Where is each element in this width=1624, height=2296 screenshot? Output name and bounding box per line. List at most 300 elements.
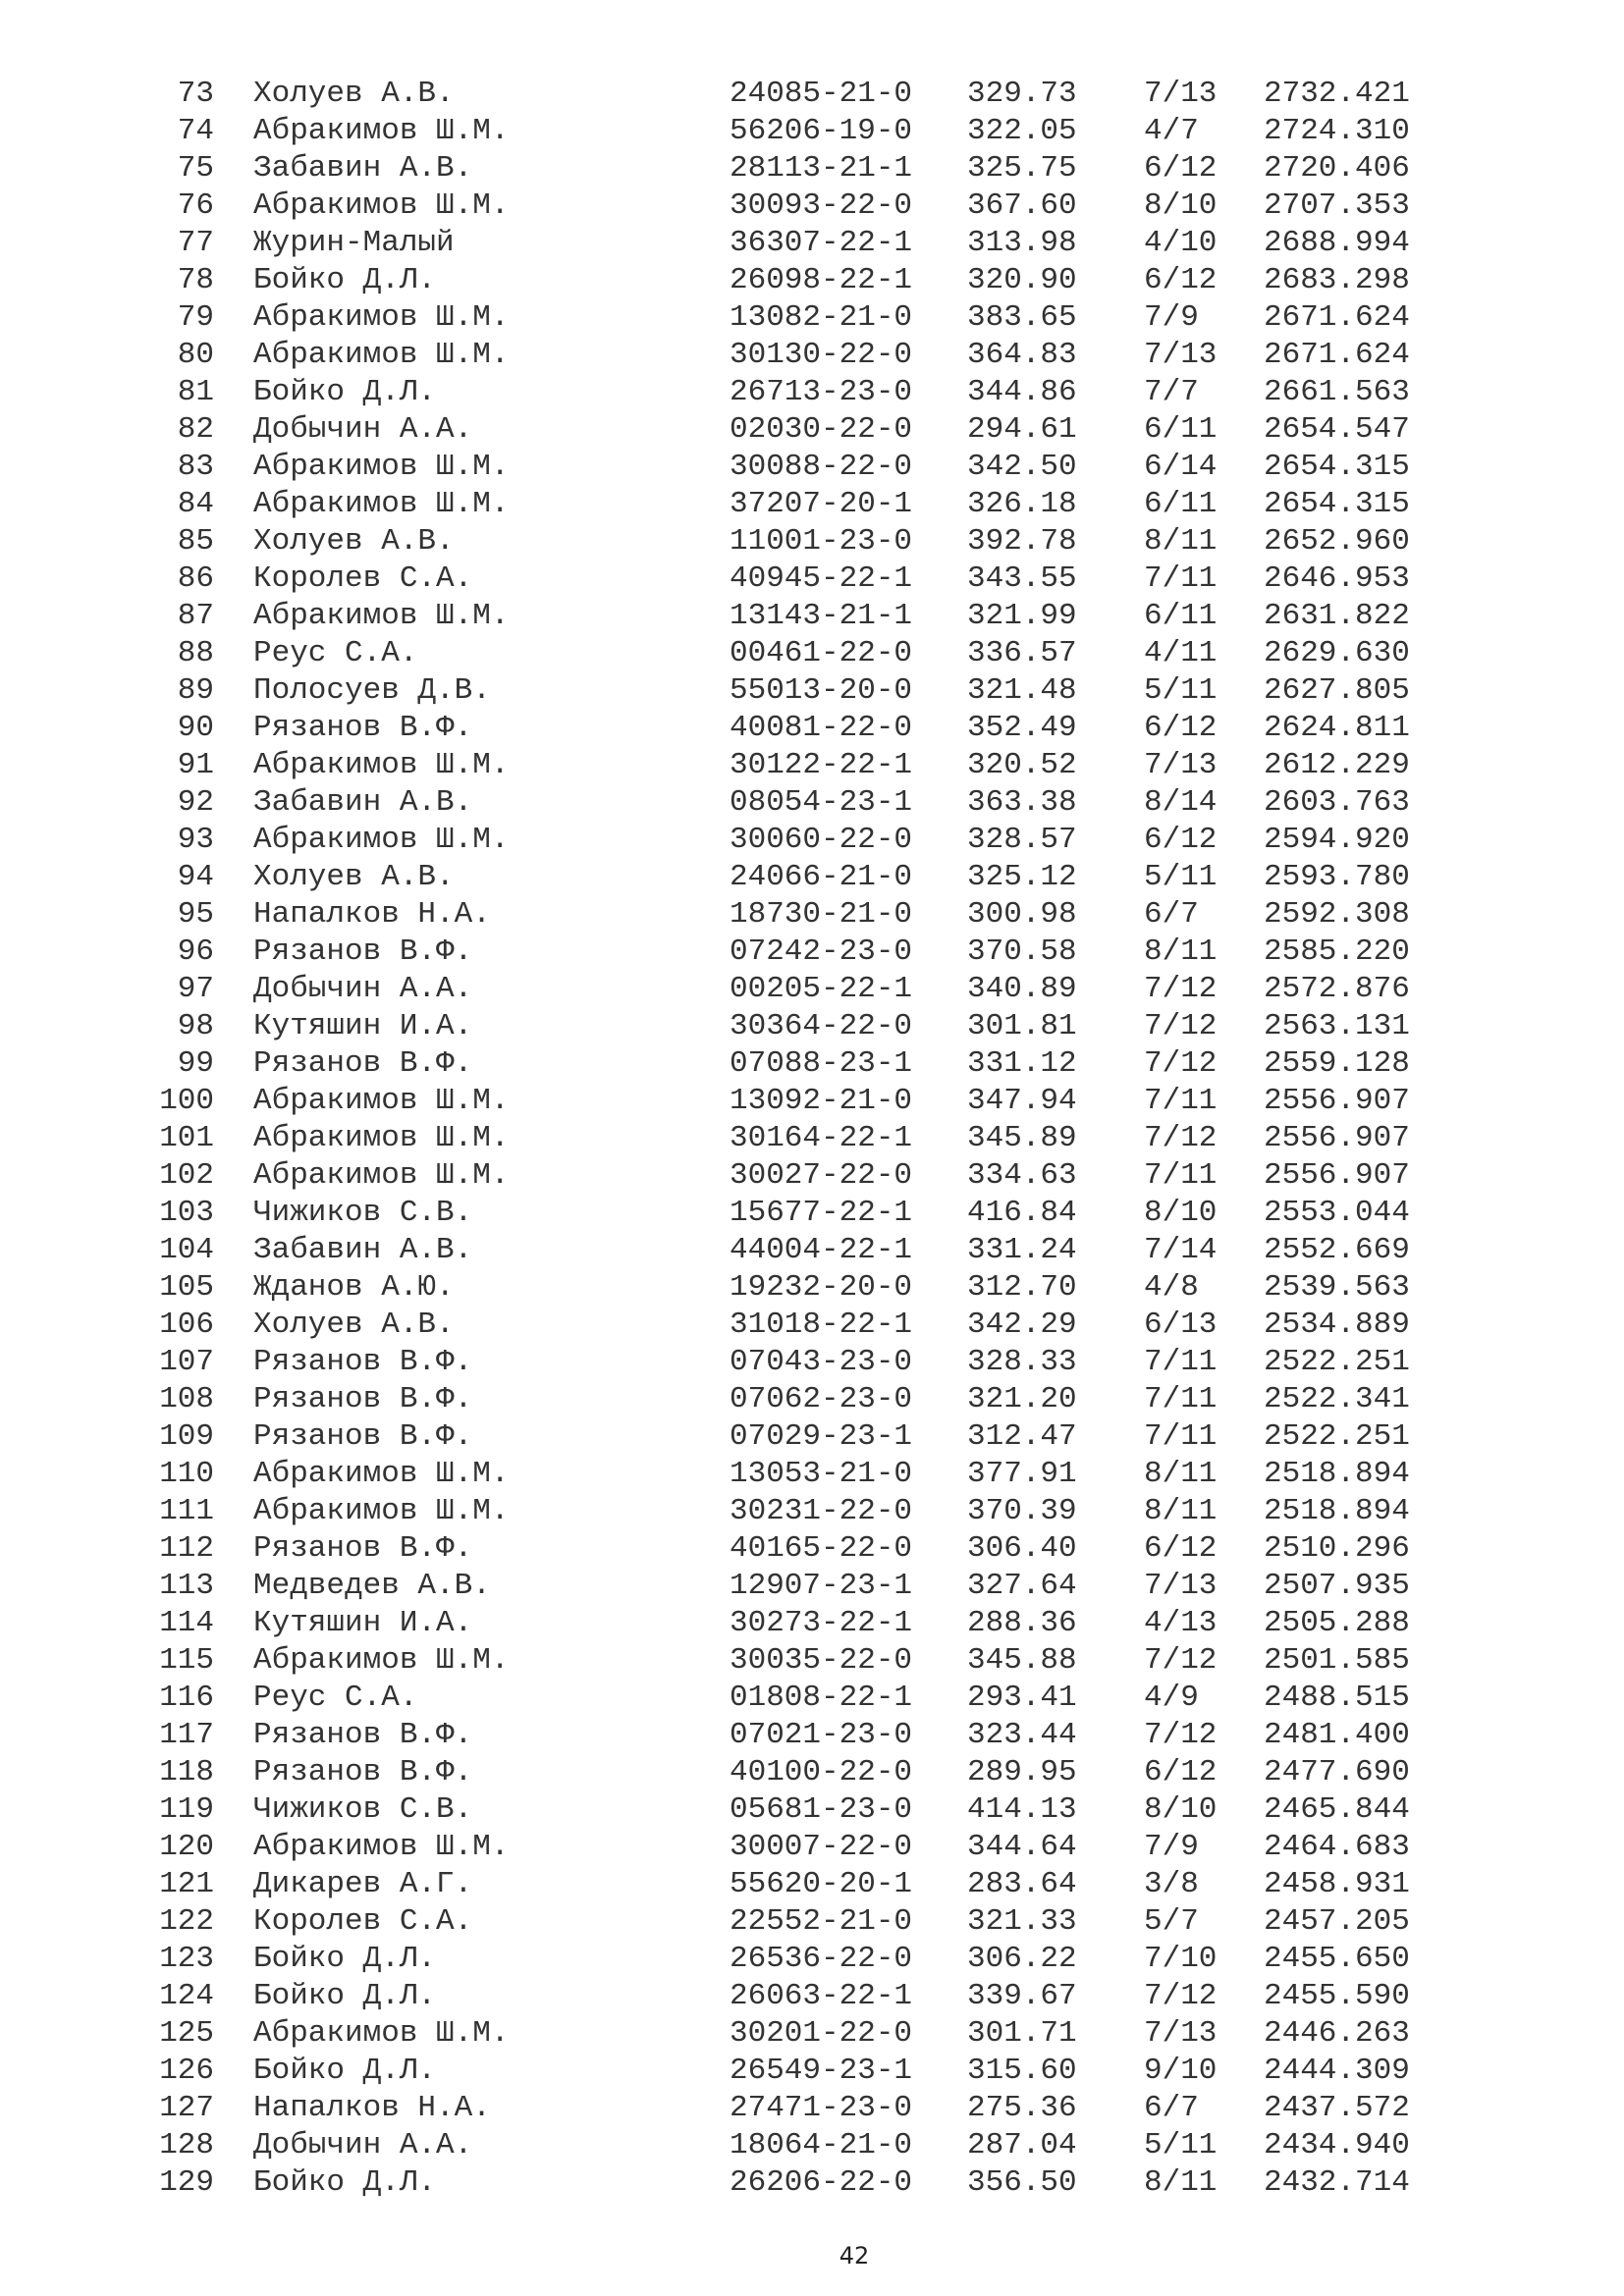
row-value: 306.40 (967, 1531, 1077, 1566)
row-number: 87 (177, 599, 214, 633)
row-fraction: 7/12 (1144, 1979, 1218, 2013)
row-number: 123 (159, 1942, 214, 1976)
table-row (0, 1269, 1624, 1307)
row-code: 27471-23-0 (730, 2091, 913, 2125)
row-score: 2603.763 (1264, 785, 1410, 820)
row-score: 2488.515 (1264, 1681, 1410, 1715)
row-score: 2661.563 (1264, 375, 1410, 409)
row-number: 125 (159, 2016, 214, 2051)
row-name: Добычин А.А. (253, 412, 473, 447)
row-fraction: 4/11 (1144, 636, 1218, 670)
row-fraction: 3/8 (1144, 1867, 1199, 1901)
row-value: 321.99 (967, 599, 1077, 633)
row-fraction: 8/14 (1144, 785, 1218, 820)
row-score: 2629.630 (1264, 636, 1410, 670)
row-value: 322.05 (967, 114, 1077, 148)
row-fraction: 8/10 (1144, 188, 1218, 223)
row-fraction: 7/12 (1144, 1046, 1218, 1081)
row-score: 2627.805 (1264, 673, 1410, 708)
row-name: Добычин А.А. (253, 972, 473, 1006)
row-score: 2624.811 (1264, 711, 1410, 745)
row-number: 126 (159, 2054, 214, 2088)
row-number: 92 (177, 785, 214, 820)
row-score: 2720.406 (1264, 151, 1410, 186)
table-row (0, 1680, 1624, 1717)
table-row (0, 449, 1624, 486)
row-value: 327.64 (967, 1569, 1077, 1603)
row-fraction: 7/11 (1144, 1419, 1218, 1454)
row-code: 30164-22-1 (730, 1121, 913, 1155)
row-value: 312.47 (967, 1419, 1077, 1454)
table-row (0, 225, 1624, 262)
row-name: Рязанов В.Ф. (253, 711, 473, 745)
row-fraction: 7/11 (1144, 1084, 1218, 1118)
row-fraction: 7/12 (1144, 1718, 1218, 1752)
row-value: 328.33 (967, 1345, 1077, 1379)
row-value: 293.41 (967, 1681, 1077, 1715)
table-row (0, 1941, 1624, 1978)
row-number: 93 (177, 823, 214, 857)
row-fraction: 4/10 (1144, 226, 1218, 260)
row-score: 2510.296 (1264, 1531, 1410, 1566)
row-fraction: 7/13 (1144, 748, 1218, 782)
row-code: 18730-21-0 (730, 897, 913, 932)
row-value: 306.22 (967, 1942, 1077, 1976)
row-name: Чижиков С.В. (253, 1792, 473, 1827)
row-number: 88 (177, 636, 214, 670)
row-name: Кутяшин И.А. (253, 1606, 473, 1640)
row-value: 312.70 (967, 1270, 1077, 1305)
row-score: 2732.421 (1264, 77, 1410, 111)
table-row (0, 1045, 1624, 1083)
row-fraction: 6/12 (1144, 711, 1218, 745)
row-name: Абракимов Ш.М. (253, 114, 510, 148)
table-row (0, 1903, 1624, 1941)
table-row (0, 299, 1624, 337)
row-name: Холуев А.В. (253, 524, 455, 559)
row-value: 356.50 (967, 2165, 1077, 2200)
table-row (0, 934, 1624, 971)
row-number: 84 (177, 487, 214, 521)
row-code: 12907-23-1 (730, 1569, 913, 1603)
row-score: 2594.920 (1264, 823, 1410, 857)
row-value: 283.64 (967, 1867, 1077, 1901)
row-value: 342.50 (967, 450, 1077, 484)
row-score: 2434.940 (1264, 2128, 1410, 2163)
row-value: 301.81 (967, 1009, 1077, 1043)
row-code: 00205-22-1 (730, 972, 913, 1006)
row-score: 2646.953 (1264, 561, 1410, 596)
row-number: 106 (159, 1308, 214, 1342)
row-value: 377.91 (967, 1457, 1077, 1491)
row-value: 321.20 (967, 1382, 1077, 1416)
row-score: 2458.931 (1264, 1867, 1410, 1901)
table-row (0, 1120, 1624, 1157)
row-value: 287.04 (967, 2128, 1077, 2163)
table-row (0, 1568, 1624, 1605)
row-score: 2457.205 (1264, 1904, 1410, 1939)
table-row (0, 113, 1624, 150)
row-fraction: 8/11 (1144, 934, 1218, 969)
row-fraction: 7/12 (1144, 1009, 1218, 1043)
row-fraction: 5/11 (1144, 860, 1218, 894)
row-code: 55620-20-1 (730, 1867, 913, 1901)
row-name: Рязанов В.Ф. (253, 934, 473, 969)
row-fraction: 8/11 (1144, 2165, 1218, 2200)
results-table (0, 76, 1624, 2202)
row-score: 2572.876 (1264, 972, 1410, 1006)
row-number: 112 (159, 1531, 214, 1566)
row-fraction: 9/10 (1144, 2054, 1218, 2088)
row-code: 30088-22-0 (730, 450, 913, 484)
row-code: 24085-21-0 (730, 77, 913, 111)
table-row (0, 262, 1624, 299)
row-code: 40081-22-0 (730, 711, 913, 745)
table-row (0, 76, 1624, 113)
row-number: 73 (177, 77, 214, 111)
row-code: 40945-22-1 (730, 561, 913, 596)
row-name: Журин-Малый (253, 226, 455, 260)
row-fraction: 7/13 (1144, 77, 1218, 111)
row-name: Абракимов Ш.М. (253, 1830, 510, 1864)
row-score: 2556.907 (1264, 1121, 1410, 1155)
table-row (0, 1456, 1624, 1493)
row-fraction: 8/11 (1144, 1457, 1218, 1491)
row-value: 325.75 (967, 151, 1077, 186)
row-name: Холуев А.В. (253, 77, 455, 111)
row-score: 2477.690 (1264, 1755, 1410, 1789)
table-row (0, 784, 1624, 822)
row-value: 392.78 (967, 524, 1077, 559)
row-name: Забавин А.В. (253, 785, 473, 820)
row-value: 328.57 (967, 823, 1077, 857)
row-value: 336.57 (967, 636, 1077, 670)
row-score: 2522.341 (1264, 1382, 1410, 1416)
row-fraction: 7/11 (1144, 1382, 1218, 1416)
row-name: Рязанов В.Ф. (253, 1419, 473, 1454)
row-name: Абракимов Ш.М. (253, 599, 510, 633)
row-number: 115 (159, 1643, 214, 1678)
row-value: 320.52 (967, 748, 1077, 782)
row-number: 90 (177, 711, 214, 745)
row-code: 36307-22-1 (730, 226, 913, 260)
row-number: 102 (159, 1158, 214, 1193)
row-number: 120 (159, 1830, 214, 1864)
row-score: 2552.669 (1264, 1233, 1410, 1267)
row-value: 288.36 (967, 1606, 1077, 1640)
row-fraction: 8/11 (1144, 1494, 1218, 1528)
row-code: 07043-23-0 (730, 1345, 913, 1379)
row-number: 76 (177, 188, 214, 223)
row-name: Абракимов Ш.М. (253, 1121, 510, 1155)
row-fraction: 8/11 (1144, 524, 1218, 559)
row-name: Бойко Д.Л. (253, 1979, 437, 2013)
row-value: 367.60 (967, 188, 1077, 223)
row-fraction: 8/10 (1144, 1196, 1218, 1230)
row-number: 86 (177, 561, 214, 596)
table-row (0, 1605, 1624, 1642)
row-value: 300.98 (967, 897, 1077, 932)
page-number: 42 (839, 2242, 870, 2269)
row-number: 89 (177, 673, 214, 708)
row-fraction: 4/7 (1144, 114, 1199, 148)
row-number: 111 (159, 1494, 214, 1528)
row-name: Абракимов Ш.М. (253, 1494, 510, 1528)
row-value: 321.48 (967, 673, 1077, 708)
table-row (0, 598, 1624, 635)
row-code: 31018-22-1 (730, 1308, 913, 1342)
row-score: 2688.994 (1264, 226, 1410, 260)
row-code: 30273-22-1 (730, 1606, 913, 1640)
row-score: 2671.624 (1264, 300, 1410, 335)
table-row (0, 411, 1624, 449)
row-value: 343.55 (967, 561, 1077, 596)
row-code: 30007-22-0 (730, 1830, 913, 1864)
row-code: 28113-21-1 (730, 151, 913, 186)
row-name: Рязанов В.Ф. (253, 1046, 473, 1081)
row-fraction: 6/12 (1144, 1755, 1218, 1789)
row-name: Абракимов Ш.М. (253, 1158, 510, 1193)
row-fraction: 5/7 (1144, 1904, 1199, 1939)
table-row (0, 1344, 1624, 1381)
row-value: 414.13 (967, 1792, 1077, 1827)
row-fraction: 6/11 (1144, 412, 1218, 447)
row-fraction: 7/9 (1144, 300, 1199, 335)
row-value: 344.86 (967, 375, 1077, 409)
table-row (0, 2015, 1624, 2053)
row-code: 18064-21-0 (730, 2128, 913, 2163)
row-value: 383.65 (967, 300, 1077, 335)
row-name: Абракимов Ш.М. (253, 188, 510, 223)
row-value: 340.89 (967, 972, 1077, 1006)
row-score: 2455.590 (1264, 1979, 1410, 2013)
row-fraction: 7/10 (1144, 1942, 1218, 1976)
row-name: Рязанов В.Ф. (253, 1345, 473, 1379)
row-name: Абракимов Ш.М. (253, 487, 510, 521)
row-number: 109 (159, 1419, 214, 1454)
row-score: 2432.714 (1264, 2165, 1410, 2200)
row-number: 85 (177, 524, 214, 559)
row-name: Холуев А.В. (253, 860, 455, 894)
row-code: 07242-23-0 (730, 934, 913, 969)
row-value: 315.60 (967, 2054, 1077, 2088)
row-score: 2559.128 (1264, 1046, 1410, 1081)
row-number: 75 (177, 151, 214, 186)
row-name: Королев С.А. (253, 1904, 473, 1939)
row-score: 2585.220 (1264, 934, 1410, 969)
row-score: 2631.822 (1264, 599, 1410, 633)
row-name: Бойко Д.Л. (253, 1942, 437, 1976)
row-name: Рязанов В.Ф. (253, 1382, 473, 1416)
row-value: 320.90 (967, 263, 1077, 297)
table-row (0, 1157, 1624, 1195)
row-fraction: 4/8 (1144, 1270, 1199, 1305)
row-name: Абракимов Ш.М. (253, 338, 510, 372)
row-value: 323.44 (967, 1718, 1077, 1752)
row-name: Абракимов Ш.М. (253, 823, 510, 857)
row-score: 2556.907 (1264, 1084, 1410, 1118)
row-score: 2724.310 (1264, 114, 1410, 148)
row-fraction: 4/9 (1144, 1681, 1199, 1715)
row-code: 37207-20-1 (730, 487, 913, 521)
row-name: Абракимов Ш.М. (253, 1084, 510, 1118)
row-score: 2556.907 (1264, 1158, 1410, 1193)
table-row (0, 896, 1624, 934)
table-row (0, 1642, 1624, 1680)
row-value: 301.71 (967, 2016, 1077, 2051)
row-score: 2518.894 (1264, 1457, 1410, 1491)
row-number: 114 (159, 1606, 214, 1640)
row-fraction: 7/13 (1144, 2016, 1218, 2051)
row-name: Абракимов Ш.М. (253, 1643, 510, 1678)
row-value: 331.24 (967, 1233, 1077, 1267)
row-fraction: 5/11 (1144, 2128, 1218, 2163)
row-score: 2652.960 (1264, 524, 1410, 559)
row-fraction: 7/11 (1144, 1345, 1218, 1379)
row-fraction: 6/7 (1144, 2091, 1199, 2125)
row-code: 01808-22-1 (730, 1681, 913, 1715)
row-fraction: 6/12 (1144, 151, 1218, 186)
row-name: Бойко Д.Л. (253, 375, 437, 409)
row-code: 30060-22-0 (730, 823, 913, 857)
row-score: 2455.650 (1264, 1942, 1410, 1976)
row-number: 98 (177, 1009, 214, 1043)
row-name: Жданов А.Ю. (253, 1270, 455, 1305)
table-row (0, 2127, 1624, 2164)
row-score: 2707.353 (1264, 188, 1410, 223)
row-number: 128 (159, 2128, 214, 2163)
row-number: 101 (159, 1121, 214, 1155)
row-score: 2481.400 (1264, 1718, 1410, 1752)
row-name: Реус С.А. (253, 1681, 418, 1715)
row-code: 55013-20-0 (730, 673, 913, 708)
row-code: 22552-21-0 (730, 1904, 913, 1939)
row-number: 81 (177, 375, 214, 409)
row-value: 289.95 (967, 1755, 1077, 1789)
row-value: 370.39 (967, 1494, 1077, 1528)
row-value: 342.29 (967, 1308, 1077, 1342)
row-name: Абракимов Ш.М. (253, 748, 510, 782)
row-code: 26206-22-0 (730, 2165, 913, 2200)
row-fraction: 7/11 (1144, 1158, 1218, 1193)
row-value: 370.58 (967, 934, 1077, 969)
row-name: Королев С.А. (253, 561, 473, 596)
row-number: 118 (159, 1755, 214, 1789)
row-fraction: 7/7 (1144, 375, 1199, 409)
row-name: Дикарев А.Г. (253, 1867, 473, 1901)
row-value: 331.12 (967, 1046, 1077, 1081)
row-value: 364.83 (967, 338, 1077, 372)
row-fraction: 7/9 (1144, 1830, 1199, 1864)
row-code: 07029-23-1 (730, 1419, 913, 1454)
row-name: Бойко Д.Л. (253, 2165, 437, 2200)
row-name: Бойко Д.Л. (253, 2054, 437, 2088)
row-code: 40165-22-0 (730, 1531, 913, 1566)
row-score: 2654.315 (1264, 450, 1410, 484)
table-row (0, 1754, 1624, 1791)
row-code: 07088-23-1 (730, 1046, 913, 1081)
row-value: 345.89 (967, 1121, 1077, 1155)
row-code: 26063-22-1 (730, 1979, 913, 2013)
row-code: 02030-22-0 (730, 412, 913, 447)
table-row (0, 1418, 1624, 1456)
row-score: 2522.251 (1264, 1419, 1410, 1454)
table-row (0, 2053, 1624, 2090)
row-number: 116 (159, 1681, 214, 1715)
table-row (0, 1530, 1624, 1568)
row-number: 91 (177, 748, 214, 782)
row-name: Кутяшин И.А. (253, 1009, 473, 1043)
row-name: Холуев А.В. (253, 1308, 455, 1342)
row-fraction: 6/11 (1144, 487, 1218, 521)
table-row (0, 2090, 1624, 2127)
row-code: 30122-22-1 (730, 748, 913, 782)
row-fraction: 8/10 (1144, 1792, 1218, 1827)
row-value: 329.73 (967, 77, 1077, 111)
row-name: Абракимов Ш.М. (253, 1457, 510, 1491)
row-number: 124 (159, 1979, 214, 2013)
table-row (0, 1493, 1624, 1530)
row-number: 78 (177, 263, 214, 297)
table-row (0, 486, 1624, 523)
row-fraction: 6/14 (1144, 450, 1218, 484)
row-code: 05681-23-0 (730, 1792, 913, 1827)
row-score: 2563.131 (1264, 1009, 1410, 1043)
row-score: 2612.229 (1264, 748, 1410, 782)
table-row (0, 971, 1624, 1008)
table-row (0, 1717, 1624, 1754)
row-fraction: 7/12 (1144, 1643, 1218, 1678)
row-score: 2683.298 (1264, 263, 1410, 297)
row-fraction: 7/13 (1144, 1569, 1218, 1603)
row-score: 2465.844 (1264, 1792, 1410, 1827)
row-number: 108 (159, 1382, 214, 1416)
row-score: 2437.572 (1264, 2091, 1410, 2125)
table-row (0, 1195, 1624, 1232)
row-score: 2593.780 (1264, 860, 1410, 894)
row-name: Медведев А.В. (253, 1569, 491, 1603)
row-code: 13143-21-1 (730, 599, 913, 633)
row-name: Забавин А.В. (253, 151, 473, 186)
row-name: Реус С.А. (253, 636, 418, 670)
row-fraction: 7/11 (1144, 561, 1218, 596)
table-row (0, 561, 1624, 598)
row-code: 30130-22-0 (730, 338, 913, 372)
row-number: 103 (159, 1196, 214, 1230)
table-row (0, 1866, 1624, 1903)
row-code: 30027-22-0 (730, 1158, 913, 1193)
row-code: 30364-22-0 (730, 1009, 913, 1043)
row-number: 105 (159, 1270, 214, 1305)
row-fraction: 7/12 (1144, 972, 1218, 1006)
row-name: Рязанов В.Ф. (253, 1755, 473, 1789)
row-score: 2444.309 (1264, 2054, 1410, 2088)
row-value: 275.36 (967, 2091, 1077, 2125)
row-fraction: 6/11 (1144, 599, 1218, 633)
row-score: 2522.251 (1264, 1345, 1410, 1379)
row-name: Добычин А.А. (253, 2128, 473, 2163)
table-row (0, 187, 1624, 225)
row-fraction: 6/12 (1144, 1531, 1218, 1566)
table-row (0, 523, 1624, 561)
row-value: 334.63 (967, 1158, 1077, 1193)
row-value: 416.84 (967, 1196, 1077, 1230)
row-code: 44004-22-1 (730, 1233, 913, 1267)
row-number: 121 (159, 1867, 214, 1901)
table-row (0, 2164, 1624, 2202)
row-value: 363.38 (967, 785, 1077, 820)
row-number: 79 (177, 300, 214, 335)
